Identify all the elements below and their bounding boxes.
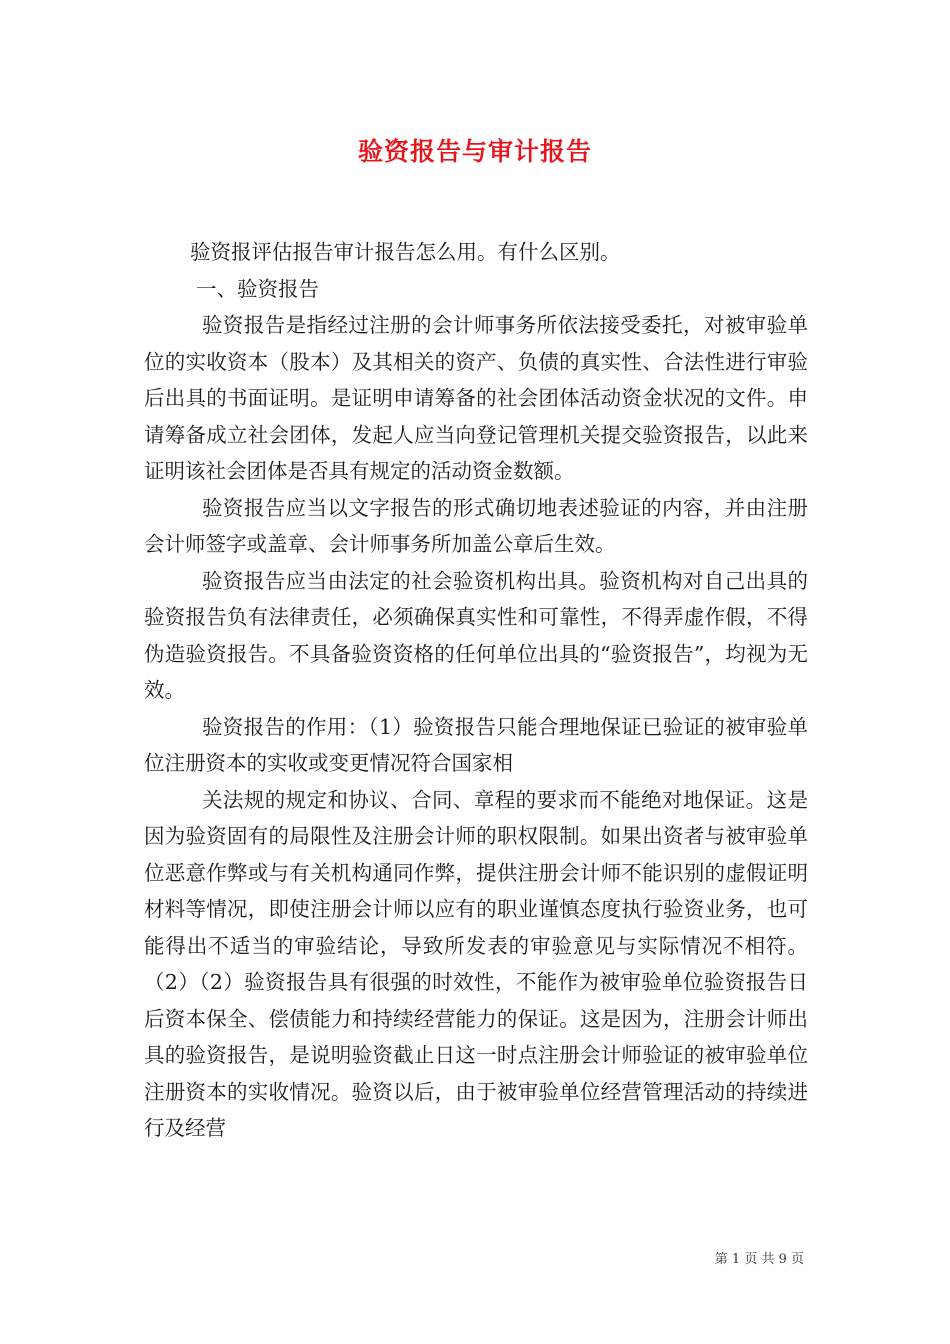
document-body bbox=[144, 234, 808, 1147]
document-title: 验资报告与审计报告 bbox=[357, 137, 592, 166]
page-number: 第 1 页 共 9 页 bbox=[714, 1252, 804, 1267]
body-paragraph: 验资报告是指经过注册的会计师事务所依法接受委托，对被审验单位的实收资本（股本）及其相关的资产、负债的真实性、合法性进行审验后出具的书面证明。是证明申请筹备的社会团体活动资金状况的文件。申请筹备成立社会团体，发起人应当向登记管理机关提交验资报告，以此来证明该社会团体是否具有规定的活动资金数额。 bbox=[144, 313, 808, 483]
body-paragraph: 关法规的规定和协议、合同、章程的要求而不能绝对地保证。这是因为验资固有的局限性及注册会计师的职权限制。如果出资者与被审验单位恶意作弊或与有关机构通同作弊，提供注册会计师不能识别的虚假证明材料等情况，即使注册会计师以应有的职业谨慎态度执行验资业务，也可能得出不适当的审验结论，导致所发表的审验意见与实际情况不相符。（2）（2）验资报告具有很强的时效性，不能作为被审验单位验资报告日后资本保全、偿债能力和持续经营能力的保证。这是因为，注册会计师出具的验资报告，是说明验资截止日这一时点注册会计师验证的被审验单位注册资本的实收情况。验资以后，由于被审验单位经营管理活动的持续进行及经营 bbox=[144, 787, 808, 1140]
body-paragraph: 验资报告应当以文字报告的形式确切地表述验证的内容，并由注册会计师签字或盖章、会计师事务所加盖公章后生效。 bbox=[144, 495, 808, 556]
section-heading: 一、验资报告 bbox=[196, 276, 319, 301]
body-paragraph: 验资报告应当由法定的社会验资机构出具。验资机构对自己出具的验资报告负有法律责任，必须确保真实性和可靠性，不得弄虚作假，不得伪造验资报告。不具备验资资格的任何单位出具的“验资报告”，均视为无效。 bbox=[144, 568, 808, 702]
body-paragraph: 验资报告的作用：（1）验资报告只能合理地保证已验证的被审验单位注册资本的实收或变更情况符合国家相 bbox=[144, 714, 808, 775]
intro-paragraph: 验资报评估报告审计报告怎么用。有什么区别。 bbox=[190, 240, 621, 264]
